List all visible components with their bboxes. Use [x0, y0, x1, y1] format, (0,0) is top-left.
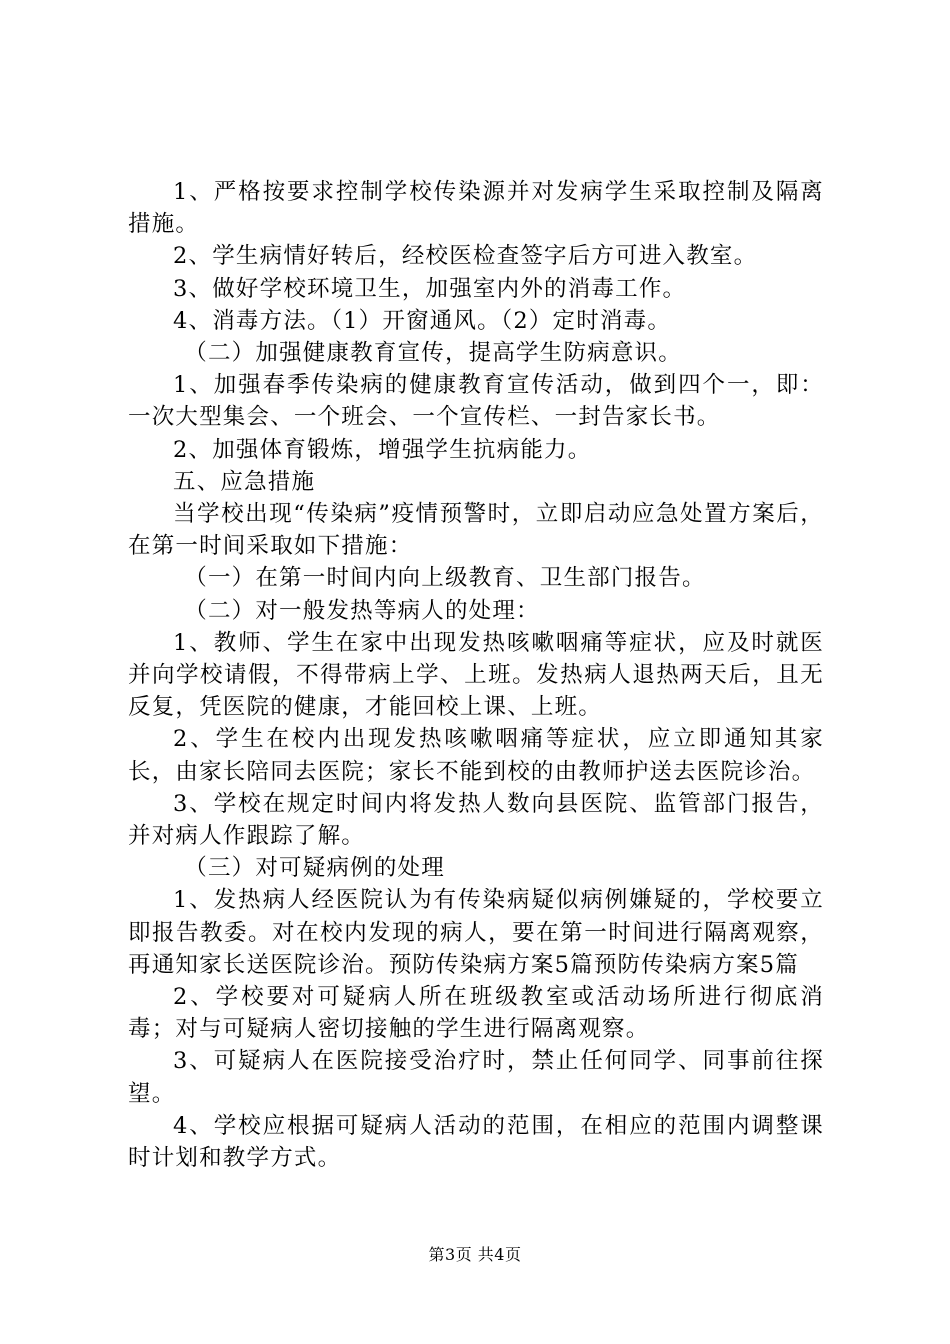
paragraph: 2、学生在校内出现发热咳嗽咽痛等症状，应立即通知其家长，由家长陪同去医院；家长不能到校的由教师护送去医院诊治。 [128, 726, 824, 785]
paragraph: 4、消毒方法。（1）开窗通风。（2）定时消毒。 [173, 307, 672, 334]
document-body [128, 176, 824, 1174]
page-footer [0, 1245, 950, 1265]
paragraph: 2、加强体育锻炼，增强学生抗病能力。 [173, 436, 592, 463]
paragraph: 当学校出现“传染病”疫情预警时，立即启动应急处置方案后，在第一时间采取如下措施： [128, 501, 824, 560]
paragraph: 2、学校要对可疑病人所在班级教室或活动场所进行彻底消毒；对与可疑病人密切接触的学生进行隔离观察。 [128, 984, 824, 1043]
paragraph: 3、可疑病人在医院接受治疗时，禁止任何同学、同事前往探望。 [128, 1048, 824, 1107]
section-heading: （二）对一般发热等病人的处理： [184, 597, 540, 624]
paragraph: 3、做好学校环境卫生，加强室内外的消毒工作。 [173, 275, 687, 302]
section-heading: （二）加强健康教育宣传，提高学生防病意识。 [184, 340, 682, 367]
paragraph: 1、发热病人经医院认为有传染病疑似病例嫌疑的，学校要立即报告教委。对在校内发现的病人，要在第一时间进行隔离观察，再通知家长送医院诊治。预防传染病方案5篇预防传染病方案5篇 [128, 887, 824, 978]
section-heading: （三）对可疑病例的处理 [184, 855, 445, 882]
paragraph: 4、学校应根据可疑病人活动的范围，在相应的范围内调整课时计划和教学方式。 [128, 1112, 824, 1172]
paragraph: 1、严格按要求控制学校传染源并对发病学生采取控制及隔离措施。 [128, 179, 824, 238]
section-heading: 五、应急措施 [173, 468, 316, 495]
paragraph: 2、学生病情好转后，经校医检查签字后方可进入教室。 [173, 243, 758, 270]
paragraph: 1、教师、学生在家中出现发热咳嗽咽痛等症状，应及时就医并向学校请假，不得带病上学、上班。发热病人退热两天后，且无反复，凭医院的健康，才能回校上课、上班。 [128, 629, 824, 721]
paragraph: 3、学校在规定时间内将发热人数向县医院、监管部门报告，并对病人作跟踪了解。 [128, 790, 824, 850]
section-heading: （一）在第一时间内向上级教育、卫生部门报告。 [184, 565, 706, 592]
paragraph: 1、加强春季传染病的健康教育宣传活动，做到四个一，即：一次大型集会、一个班会、一个宣传栏、一封告家长书。 [128, 372, 824, 431]
page-number: 第3页 共4页 [428, 1245, 522, 1264]
